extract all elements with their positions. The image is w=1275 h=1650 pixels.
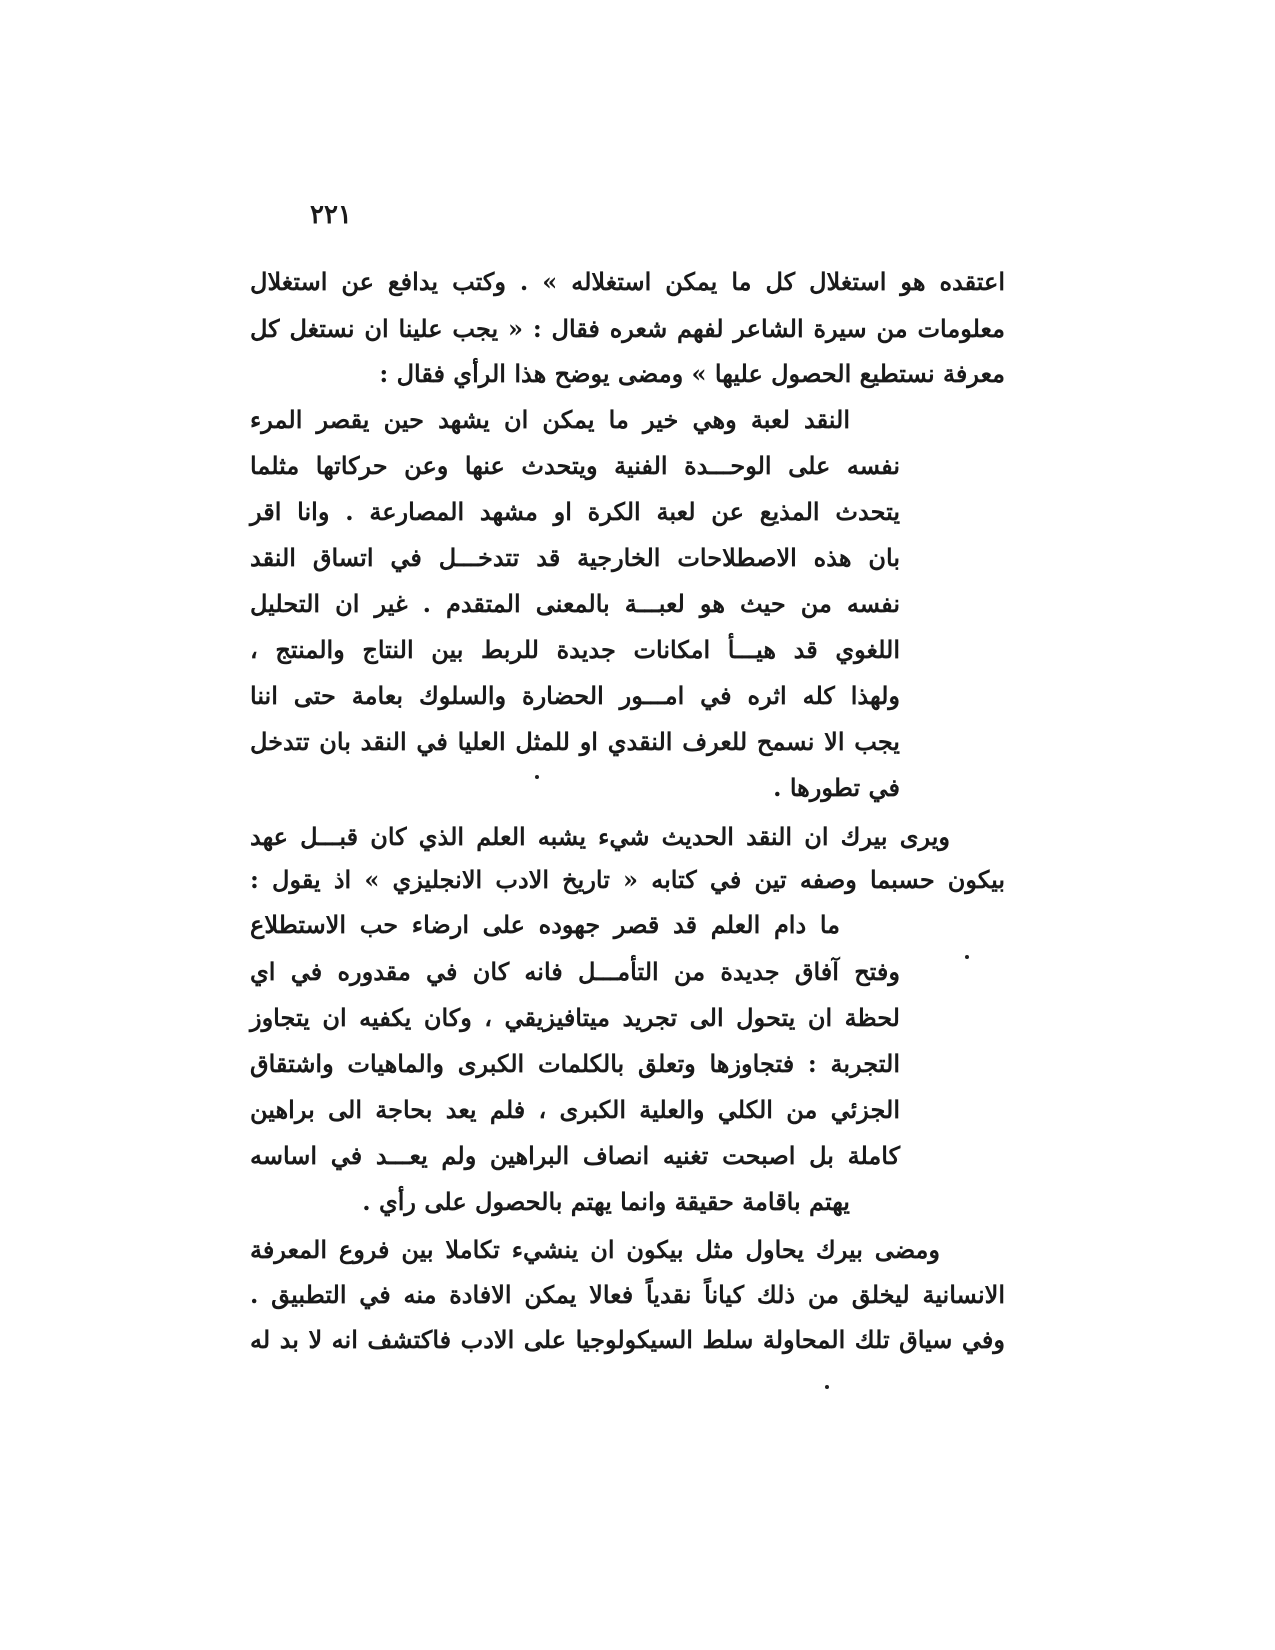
quote-line: اللغوي قد هيـــأ امكانات جديدة للربط بين النتاج والمنتج ،: [250, 635, 900, 664]
paragraph-line: الانسانية ليخلق من ذلك كياناً نقدياً فعالا يمكن الافادة منه في التطبيق .: [250, 1280, 1005, 1309]
paragraph-line: اعتقده هو استغلال كل ما يمكن استغلاله » . وكتب يدافع عن استغلال: [250, 267, 1005, 296]
paragraph-line: بيكون حسبما وصفه تين في كتابه « تاريخ الادب الانجليزي » اذ يقول :: [250, 865, 1005, 894]
quote-line: في تطورها .: [773, 773, 900, 802]
quote-line: لحظة ان يتحول الى تجريد ميتافيزيقي ، وكان يكفيه ان يتجاوز: [250, 1003, 900, 1032]
quote-line: يتحدث المذيع عن لعبة الكرة او مشهد المصارعة . وانا اقر: [250, 497, 900, 526]
paragraph-line: ويرى بيرك ان النقد الحديث شيء يشبه العلم الذي كان قبـــل عهد: [250, 822, 950, 851]
scan-speck: [825, 1385, 829, 1389]
paragraph-line: معرفة نستطيع الحصول عليها » ومضى يوضح هذا الرأي فقال :: [379, 359, 1005, 388]
quote-line: الجزئي من الكلي والعلية الكبرى ، فلم يعد بحاجة الى براهين: [250, 1095, 901, 1124]
quote-line: وفتح آفاق جديدة من التأمـــل فانه كان في مقدوره في اي: [250, 957, 900, 986]
quote-line: بان هذه الاصطلاحات الخارجية قد تتدخـــل في اتساق النقد: [250, 543, 900, 572]
quote-line: كاملة بل اصبحت تغنيه انصاف البراهين ولم يعـــد في اساسه: [250, 1141, 901, 1170]
quote-line: يهتم باقامة حقيقة وانما يهتم بالحصول على رأي .: [362, 1187, 850, 1216]
quote-line: نفسه من حيث هو لعبـــة بالمعنى المتقدم . غير ان التحليل: [250, 589, 900, 618]
quote-line: ما دام العلم قد قصر جهوده على ارضاء حب الاستطلاع: [250, 910, 841, 939]
quote-line: التجربة : فتجاوزها وتعلق بالكلمات الكبرى والماهيات واشتقاق: [250, 1049, 900, 1078]
paragraph-line: ومضى بيرك يحاول مثل بيكون ان ينشيء تكاملا بين فروع المعرفة: [250, 1235, 940, 1264]
paragraph-line: معلومات من سيرة الشاعر لفهم شعره فقال : « يجب علينا ان نستغل كل: [250, 314, 1005, 343]
quote-line: يجب الا نسمح للعرف النقدي او للمثل العليا في النقد بان تتدخل: [250, 727, 900, 756]
scan-speck: [535, 775, 539, 779]
quote-line: نفسه على الوحـــدة الفنية ويتحدث عنها وعن حركاتها مثلما: [250, 451, 900, 480]
scan-speck: [965, 955, 969, 959]
page-number: ٢٢١: [310, 200, 352, 230]
quote-line: ولهذا كله اثره في امـــور الحضارة والسلوك بعامة حتى اننا: [250, 681, 900, 710]
quote-line: النقد لعبة وهي خير ما يمكن ان يشهد حين يقصر المرء: [250, 405, 850, 434]
paragraph-line: وفي سياق تلك المحاولة سلط السيكولوجيا على الادب فاكتشف انه لا بد له: [250, 1325, 1005, 1354]
